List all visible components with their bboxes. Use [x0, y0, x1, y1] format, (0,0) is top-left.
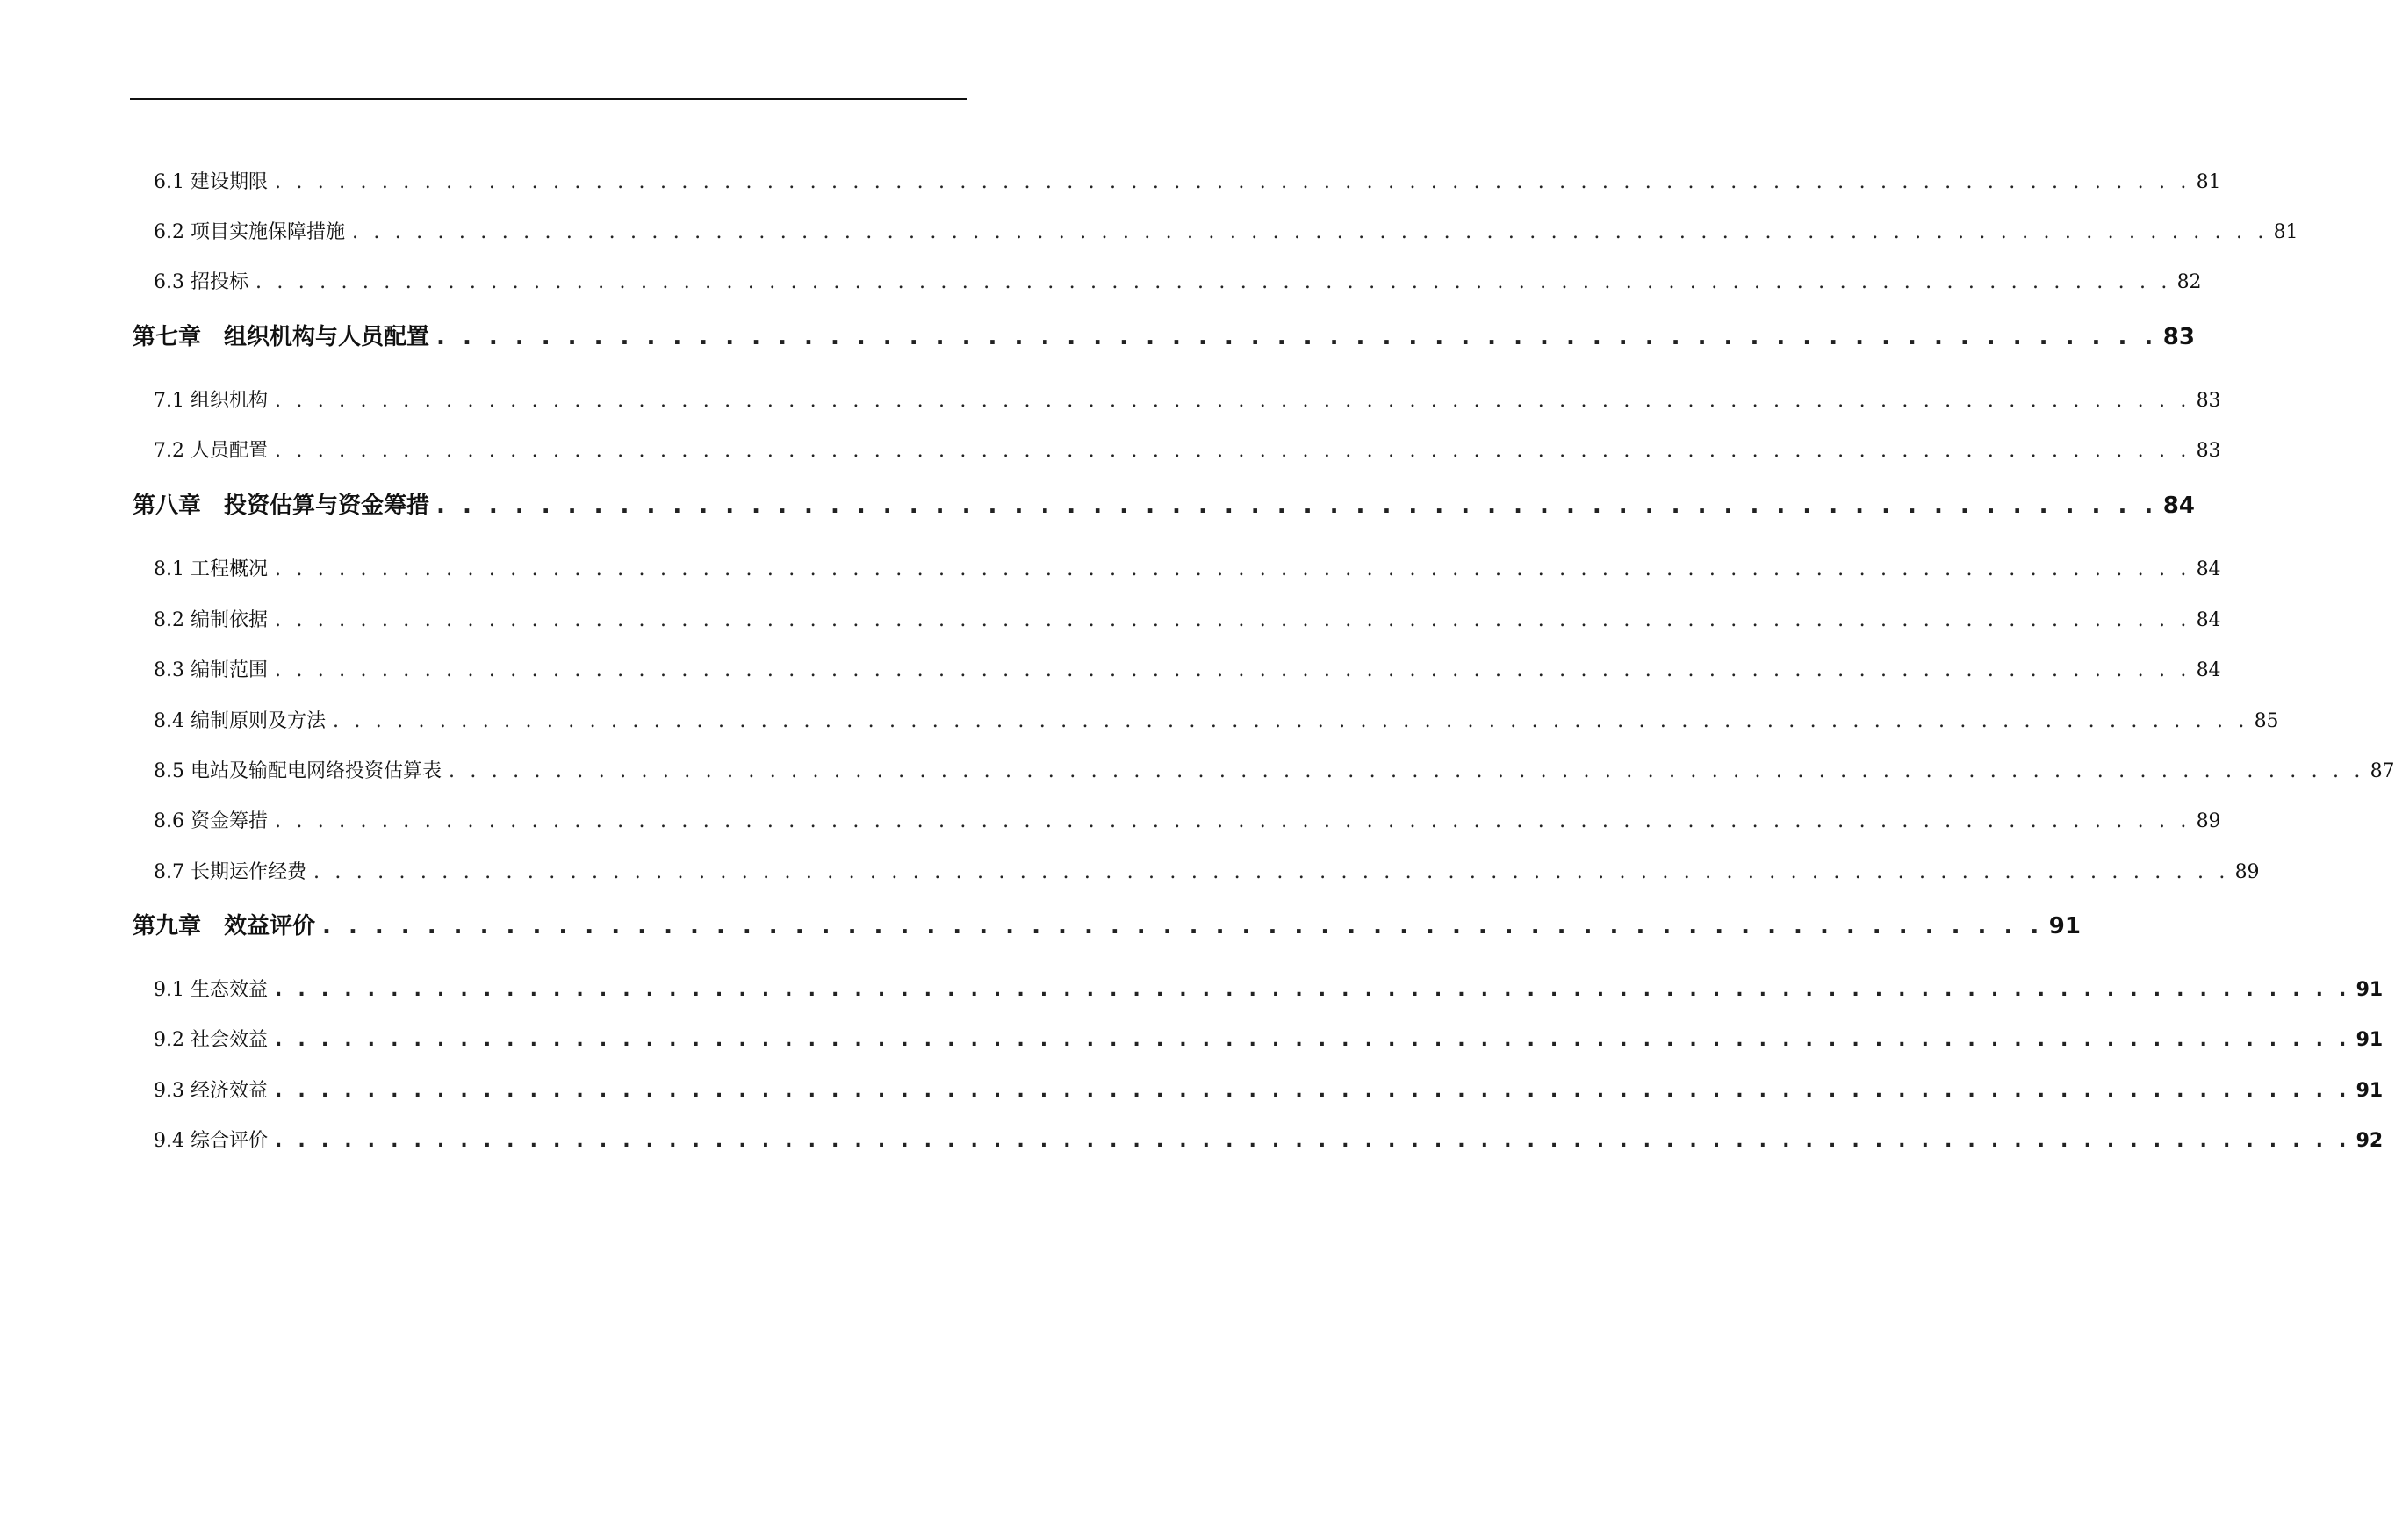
toc-entry-title: 8.7 长期运作经费: [154, 861, 306, 883]
toc-chapter-page: 84: [2162, 493, 2195, 519]
toc-entry-9-4[interactable]: [154, 1126, 2384, 1157]
toc-leader-dots: . . . . . . . . . . . . . . . . . . . . . . . . . . . . . . . . . . . . . . . . . . . . . . . . . . . . . . . . . . . . . . . . . . . . . . . . . . . . . . . . . . . . . . . . . .: [313, 861, 2230, 883]
toc-entry-8-1[interactable]: [154, 554, 2221, 586]
toc-entry-title: 9.2 社会效益: [154, 1029, 268, 1051]
toc-leader-dots: . . . . . . . . . . . . . . . . . . . . . . . . . . . . . . . . . . . . . . . . . . . . . . . . . . . . . . . . . . . . . . . . . . . . . . . . . . . . . . . . . . . . . . . . . .: [255, 271, 2172, 293]
toc-entry-title: 8.1 工程概况: [154, 558, 268, 580]
toc-entry-title: 6.3 招投标: [154, 271, 248, 293]
toc-leader-dots: . . . . . . . . . . . . . . . . . . . . . . . . . . . . . . . . . . . . . . . . . . . . . . . . . . . . . . . . . . . . . . . . . . . . . . . . . . . . . . . . . . . . . . . . . .: [274, 390, 2191, 412]
toc-chapter-page: 91: [2048, 913, 2081, 939]
toc-entry-page: 92: [2355, 1130, 2384, 1152]
toc-entry-title: 8.4 编制原则及方法: [154, 710, 326, 732]
toc-entry-page: 91: [2355, 1080, 2384, 1102]
toc-entry-title: 6.2 项目实施保障措施: [154, 221, 345, 243]
toc-chapter-7[interactable]: [133, 319, 2195, 354]
toc-entry-title: 8.2 编制依据: [154, 609, 268, 631]
toc-entry-page: 84: [2196, 659, 2221, 681]
toc-entry-9-3[interactable]: [154, 1076, 2384, 1107]
toc-entry-title: 9.1 生态效益: [154, 979, 268, 1001]
toc-leader-dots: . . . . . . . . . . . . . . . . . . . . . . . . . . . . . . . . . . . . . . . . . . . . . . . . . . . . . . . . . . . . . . . . . .: [436, 493, 2158, 519]
toc-chapter-page: 83: [2162, 324, 2195, 350]
toc-entry-9-1[interactable]: [154, 975, 2384, 1006]
toc-entry-title: 8.5 电站及输配电网络投资估算表: [154, 760, 442, 782]
toc-chapter-title: 第八章 投资估算与资金筹措: [133, 493, 430, 519]
toc-leader-dots: . . . . . . . . . . . . . . . . . . . . . . . . . . . . . . . . . . . . . . . . . . . . . . . . . . . . . . . . . . . . . . . . . . . . . . . . . . . . . . . . . . . . . . . . . .: [274, 1080, 2351, 1102]
toc-entry-page: 85: [2254, 710, 2279, 732]
toc-entry-title: 8.3 编制范围: [154, 659, 268, 681]
toc-leader-dots: . . . . . . . . . . . . . . . . . . . . . . . . . . . . . . . . . . . . . . . . . . . . . . . . . . . . . . . . . . . . . . . . . . . . . . . . . . . . . . . . . . . . . . . . . .: [274, 1029, 2351, 1051]
toc-leader-dots: . . . . . . . . . . . . . . . . . . . . . . . . . . . . . . . . . . . . . . . . . . . . . . . . . . . . . . . . . . . . . . . . . . . . . . . . . . . . . . . . . . . . . . . . . .: [274, 440, 2191, 462]
toc-entry-9-2[interactable]: [154, 1025, 2384, 1056]
toc-entry-8-6[interactable]: [154, 806, 2221, 838]
toc-chapter-title: 第七章 组织机构与人员配置: [133, 324, 430, 350]
toc-leader-dots: . . . . . . . . . . . . . . . . . . . . . . . . . . . . . . . . . . . . . . . . . . . . . . . . . . . . . . . . . . . . . . . . . . . . . . . . . . . . . . . . . . . . . . . . . .: [332, 710, 2249, 732]
toc-entry-title: 9.4 综合评价: [154, 1130, 268, 1152]
toc-entry-7-1[interactable]: [154, 385, 2221, 417]
toc-entry-title: 7.2 人员配置: [154, 440, 268, 462]
toc-entry-6-1[interactable]: [154, 167, 2221, 198]
toc-leader-dots: . . . . . . . . . . . . . . . . . . . . . . . . . . . . . . . . . . . . . . . . . . . . . . . . . . . . . . . . . . . . . . . . . . . . . . . . . . . . . . . . . . . . . . . . . .: [351, 221, 2269, 243]
toc-leader-dots: . . . . . . . . . . . . . . . . . . . . . . . . . . . . . . . . . . . . . . . . . . . . . . . . . . . . . . . . . . . . . . . . . .: [436, 324, 2158, 350]
toc-leader-dots: . . . . . . . . . . . . . . . . . . . . . . . . . . . . . . . . . . . . . . . . . . . . . . . . . . . . . . . . . . . . . . . . . . . . . . . . . . . . . . . . . . . . . . . . . .: [274, 609, 2191, 631]
toc-leader-dots: . . . . . . . . . . . . . . . . . . . . . . . . . . . . . . . . . . . . . . . . . . . . . . . . . . . . . . . . . . . . . . . . . .: [322, 913, 2044, 939]
toc-entry-page: 87: [2370, 760, 2395, 782]
toc-entry-title: 9.3 经济效益: [154, 1080, 268, 1102]
toc-entry-page: 89: [2234, 861, 2260, 883]
toc-entry-8-2[interactable]: [154, 605, 2221, 637]
toc-entry-page: 83: [2196, 390, 2221, 412]
toc-entry-title: 6.1 建设期限: [154, 171, 268, 193]
toc-entry-page: 91: [2355, 1029, 2384, 1051]
toc-leader-dots: . . . . . . . . . . . . . . . . . . . . . . . . . . . . . . . . . . . . . . . . . . . . . . . . . . . . . . . . . . . . . . . . . . . . . . . . . . . . . . . . . . . . . . . . . .: [274, 1130, 2351, 1152]
toc-chapter-8[interactable]: [133, 487, 2195, 522]
toc-entry-8-3[interactable]: [154, 655, 2221, 687]
toc-entry-7-2[interactable]: [154, 435, 2221, 467]
toc-chapter-9[interactable]: [133, 908, 2081, 943]
toc-entry-6-3[interactable]: [154, 267, 2202, 299]
toc-entry-page: 83: [2196, 440, 2221, 462]
toc-entry-8-7[interactable]: [154, 857, 2260, 889]
toc-entry-page: 84: [2196, 609, 2221, 631]
toc-entry-page: 81: [2196, 171, 2221, 193]
toc-chapter-title: 第九章 效益评价: [133, 913, 316, 939]
toc-entry-page: 89: [2196, 810, 2221, 832]
toc-entry-page: 81: [2273, 221, 2298, 243]
toc-leader-dots: . . . . . . . . . . . . . . . . . . . . . . . . . . . . . . . . . . . . . . . . . . . . . . . . . . . . . . . . . . . . . . . . . . . . . . . . . . . . . . . . . . . . . . . . . .: [448, 760, 2365, 782]
toc-entry-8-4[interactable]: [154, 706, 2279, 738]
toc-entry-page: 84: [2196, 558, 2221, 580]
toc-leader-dots: . . . . . . . . . . . . . . . . . . . . . . . . . . . . . . . . . . . . . . . . . . . . . . . . . . . . . . . . . . . . . . . . . . . . . . . . . . . . . . . . . . . . . . . . . .: [274, 659, 2191, 681]
toc-entry-title: 8.6 资金筹措: [154, 810, 268, 832]
toc-entry-8-5[interactable]: [154, 756, 2395, 788]
toc-leader-dots: . . . . . . . . . . . . . . . . . . . . . . . . . . . . . . . . . . . . . . . . . . . . . . . . . . . . . . . . . . . . . . . . . . . . . . . . . . . . . . . . . . . . . . . . . .: [274, 558, 2191, 580]
toc-entry-title: 7.1 组织机构: [154, 390, 268, 412]
toc-leader-dots: . . . . . . . . . . . . . . . . . . . . . . . . . . . . . . . . . . . . . . . . . . . . . . . . . . . . . . . . . . . . . . . . . . . . . . . . . . . . . . . . . . . . . . . . . .: [274, 979, 2351, 1001]
toc-entry-page: 82: [2176, 271, 2202, 293]
toc-entry-6-2[interactable]: [154, 217, 2298, 248]
toc-leader-dots: . . . . . . . . . . . . . . . . . . . . . . . . . . . . . . . . . . . . . . . . . . . . . . . . . . . . . . . . . . . . . . . . . . . . . . . . . . . . . . . . . . . . . . . . . .: [274, 810, 2191, 832]
toc-leader-dots: . . . . . . . . . . . . . . . . . . . . . . . . . . . . . . . . . . . . . . . . . . . . . . . . . . . . . . . . . . . . . . . . . . . . . . . . . . . . . . . . . . . . . . . . . .: [274, 171, 2191, 193]
toc-entry-page: 91: [2355, 979, 2384, 1001]
